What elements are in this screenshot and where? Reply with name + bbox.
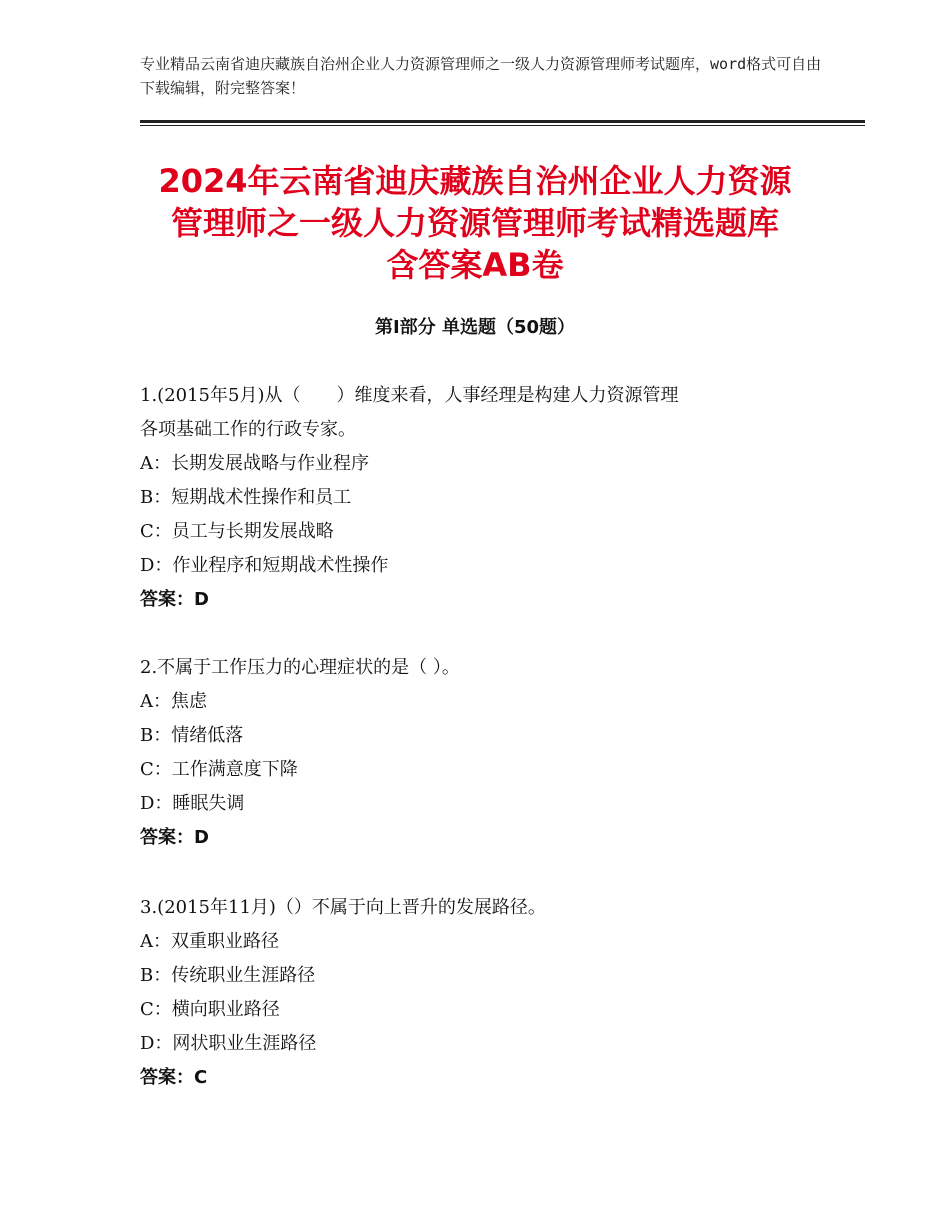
answer: 答案：D — [140, 589, 209, 610]
question-stem: 各项基础工作的行政专家。 — [140, 419, 356, 440]
option-c: C：员工与长期发展战略 — [140, 521, 334, 542]
title-line-3: 含答案AB卷 — [386, 246, 564, 284]
option-a: A：双重职业路径 — [140, 931, 279, 952]
option-c: C：横向职业路径 — [140, 999, 280, 1020]
option-a: A：焦虑 — [140, 691, 207, 712]
answer: 答案：C — [140, 1067, 208, 1088]
header-divider-thick — [140, 120, 865, 123]
option-d: D：网状职业生涯路径 — [140, 1033, 317, 1054]
question-stem: 3.(2015年11月)（）不属于向上晋升的发展路径。 — [140, 897, 546, 918]
question-1 — [140, 379, 840, 617]
question-stem: 2.不属于工作压力的心理症状的是（ ）。 — [140, 657, 460, 678]
header-note: 专业精品云南省迪庆藏族自治州企业人力资源管理师之一级人力资源管理师考试题库，word格式可自由下载编辑，附完整答案！ — [140, 55, 822, 97]
question-2 — [140, 651, 840, 855]
document-title — [100, 160, 850, 286]
option-b: B：情绪低落 — [140, 725, 244, 746]
header-divider-thin — [140, 125, 865, 126]
title-line-1: 2024年云南省迪庆藏族自治州企业人力资源 — [158, 162, 792, 200]
answer: 答案：D — [140, 827, 209, 848]
title-line-2: 管理师之一级人力资源管理师考试精选题库 — [170, 204, 779, 242]
question-stem: 1.(2015年5月)从（ ）维度来看，人事经理是构建人力资源管理 — [140, 385, 679, 406]
option-c: C：工作满意度下降 — [140, 759, 298, 780]
option-d: D：睡眠失调 — [140, 793, 245, 814]
option-d: D：作业程序和短期战术性操作 — [140, 555, 389, 576]
option-a: A：长期发展战略与作业程序 — [140, 453, 369, 474]
question-3 — [140, 891, 840, 1095]
option-b: B：短期战术性操作和员工 — [140, 487, 352, 508]
option-b: B：传统职业生涯路径 — [140, 965, 316, 986]
section-title: 第Ⅰ部分 单选题（50题） — [374, 317, 575, 338]
